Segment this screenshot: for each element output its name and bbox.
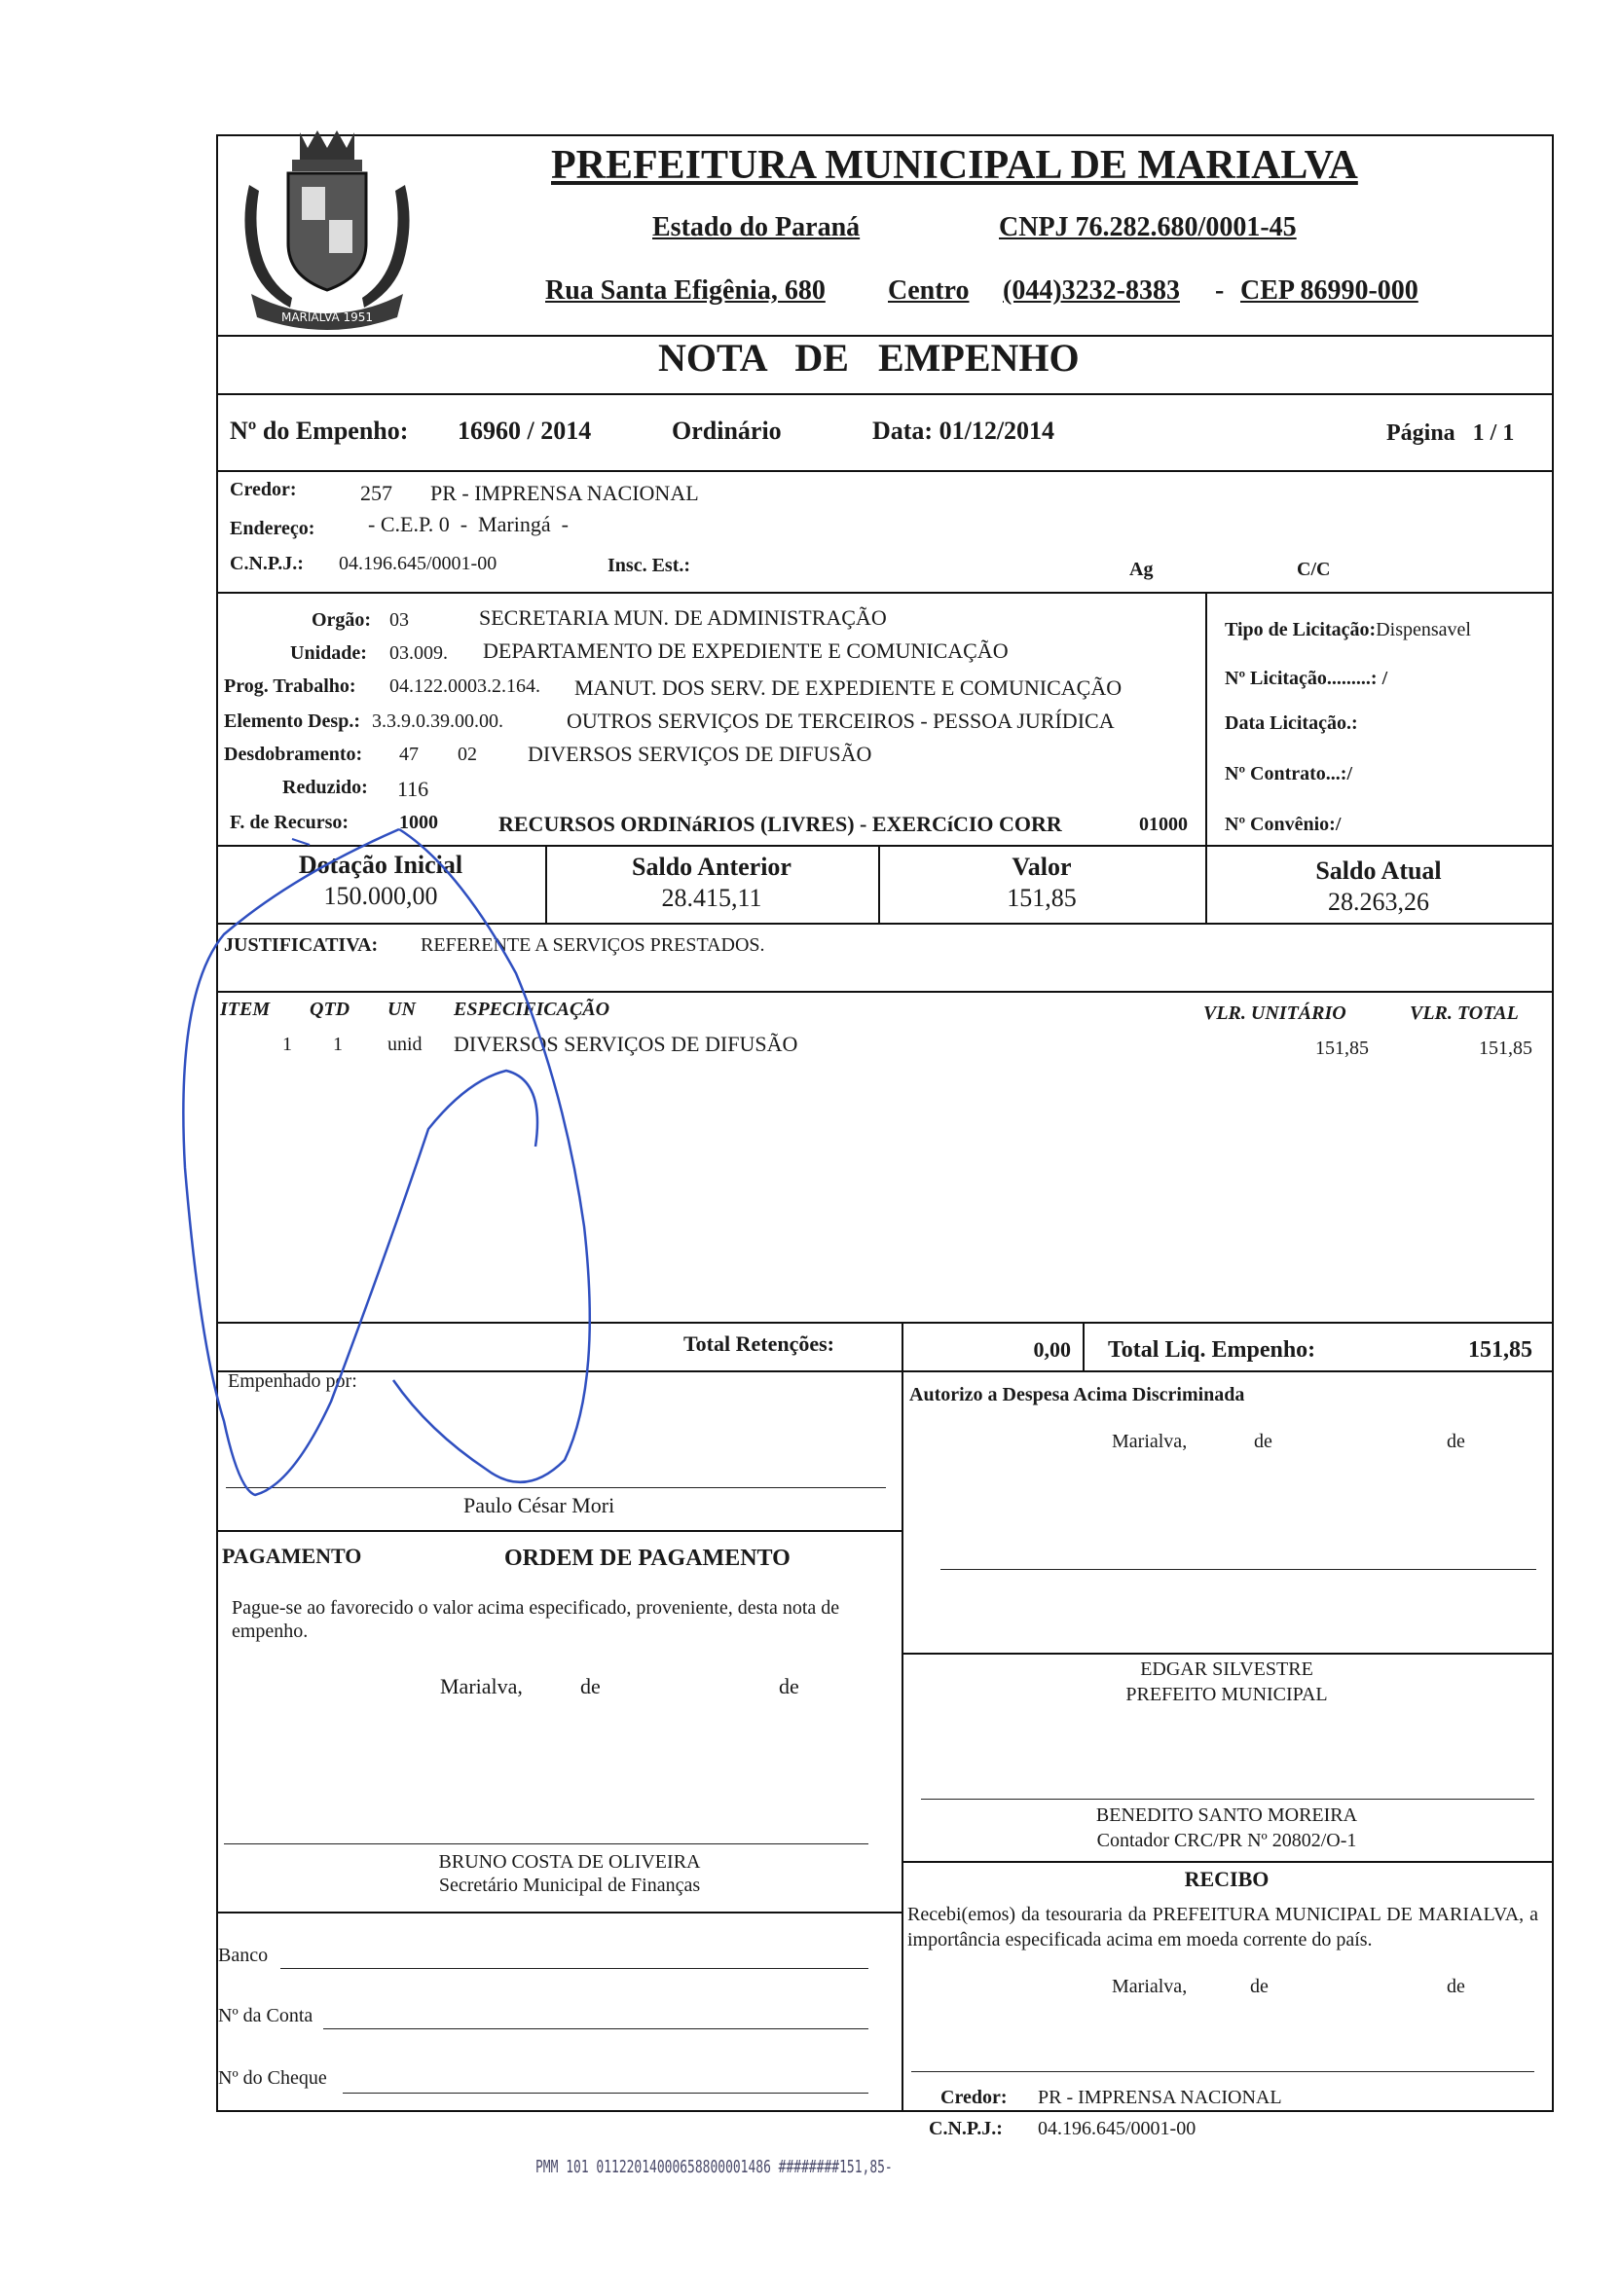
row-vlr-total: 151,85 — [1479, 1038, 1532, 1059]
credor-label: Credor: — [230, 479, 297, 500]
valor-label: Valor — [1012, 853, 1072, 881]
saldo-anterior-value: 28.415,11 — [661, 884, 762, 912]
prog-trabalho-desc: MANUT. DOS SERV. DE EXPEDIENTE E COMUNICAÇÃO — [574, 675, 1123, 700]
endereco-label: Endereço: — [230, 518, 315, 539]
items-header-vlr-unit: VLR. UNITÁRIO — [1203, 1002, 1346, 1024]
insc-est-label: Insc. Est.: — [608, 555, 691, 576]
empenho-number: 16960 / 2014 — [458, 417, 592, 445]
row-espec: DIVERSOS SERVIÇOS DE DIFUSÃO — [454, 1032, 798, 1056]
desdobramento-desc: DIVERSOS SERVIÇOS DE DIFUSÃO — [528, 742, 872, 766]
autorizo-de2: de — [1447, 1431, 1465, 1452]
prefeito-name: EDGAR SILVESTRE — [1140, 1658, 1313, 1680]
items-header-un: UN — [387, 999, 416, 1020]
desdobramento-label: Desdobramento: — [224, 744, 363, 765]
fonte-recurso-label: F. de Recurso: — [230, 812, 350, 833]
dotacao-label: Dotação Inicial — [298, 851, 463, 879]
convenio-number: Nº Convênio:/ — [1225, 814, 1342, 835]
saldo-anterior-label: Saldo Anterior — [632, 853, 792, 881]
empenho-label: Nº do Empenho: — [230, 417, 409, 445]
pagamento-text: Pague-se ao favorecido o valor acima especificado, proveniente, desta nota de empenho. — [232, 1597, 840, 1642]
document-title: NOTA DE EMPENHO — [658, 336, 1080, 380]
header-phone: (044)3232-8383 — [1003, 275, 1180, 306]
prefeito-role: PREFEITO MUNICIPAL — [1125, 1684, 1328, 1705]
tipo-licitacao-value: Dispensavel — [1376, 619, 1471, 640]
orgao-label: Orgão: — [312, 609, 372, 631]
desdobramento-code1: 47 — [399, 744, 419, 765]
row-item: 1 — [282, 1034, 292, 1055]
header-cnpj: CNPJ 76.282.680/0001-45 — [999, 212, 1297, 242]
pagamento-de1: de — [580, 1674, 601, 1698]
pagamento-place: Marialva, — [440, 1674, 523, 1698]
contador-name: BENEDITO SANTO MOREIRA — [1095, 1804, 1358, 1826]
conta-label: Nº da Conta — [218, 2005, 313, 2026]
crest-text: MARIALVA 1951 — [280, 310, 374, 324]
fonte-recurso-desc: RECURSOS ORDINáRIOS (LIVRES) - EXERCíCIO CORR — [498, 812, 1062, 836]
secretario-role: Secretário Municipal de Finanças — [438, 1875, 701, 1896]
row-qtd: 1 — [333, 1034, 343, 1055]
saldo-atual-value: 28.263,26 — [1328, 888, 1429, 916]
items-header-item: ITEM — [220, 999, 271, 1020]
empenhado-name: Paulo César Mori — [463, 1493, 615, 1517]
unidade-label: Unidade: — [290, 642, 367, 664]
reduzido-code: 116 — [397, 777, 429, 801]
liq-label: Total Liq. Empenho: — [1108, 1337, 1316, 1363]
endereco-value: - C.E.P. 0 - Maringá - — [368, 512, 569, 536]
justificativa-label: JUSTIFICATIVA: — [224, 934, 379, 956]
ag-label: Ag — [1129, 559, 1154, 580]
header-district: Centro — [888, 275, 970, 306]
prog-trabalho-label: Prog. Trabalho: — [224, 675, 356, 697]
contador-role: Contador CRC/PR Nº 20802/O-1 — [1096, 1830, 1357, 1851]
pagamento-label: PAGAMENTO — [222, 1544, 362, 1568]
elemento-code: 3.3.9.0.39.00.00. — [372, 711, 503, 732]
credor-code: 257 — [360, 481, 392, 505]
recibo-credor-value: PR - IMPRENSA NACIONAL — [1038, 2087, 1282, 2108]
recibo-credor-label: Credor: — [940, 2087, 1008, 2108]
cc-label: C/C — [1297, 559, 1331, 580]
header-cep: CEP 86990-000 — [1240, 275, 1418, 306]
row-un: unid — [387, 1034, 423, 1055]
autorizo-de1: de — [1254, 1431, 1272, 1452]
print-stamp: PMM 101 01122014000658800001486 ########151,85- — [535, 2157, 893, 2177]
elemento-label: Elemento Desp.: — [224, 711, 360, 732]
recibo-cnpj-label: C.N.P.J.: — [929, 2118, 1003, 2139]
cnpj-value: 04.196.645/0001-00 — [339, 553, 497, 574]
justificativa-text: REFERENTE A SERVIÇOS PRESTADOS. — [421, 934, 765, 956]
dotacao-value: 150.000,00 — [323, 882, 438, 910]
recibo-de2: de — [1447, 1976, 1465, 1997]
elemento-desc: OUTROS SERVIÇOS DE TERCEIROS - PESSOA JURÍDICA — [567, 709, 1115, 733]
header-state: Estado do Paraná — [652, 212, 861, 242]
licitacao-number: Nº Licitação.........: / — [1225, 668, 1388, 689]
reduzido-label: Reduzido: — [282, 777, 368, 798]
orgao-code: 03 — [389, 609, 409, 631]
header-dash: - — [1215, 275, 1225, 306]
recibo-label: RECIBO — [1184, 1867, 1270, 1891]
items-header-qtd: QTD — [310, 999, 350, 1020]
empenho-type: Ordinário — [672, 417, 782, 445]
fonte-recurso-code: 1000 — [399, 812, 438, 833]
cnpj-label: C.N.P.J.: — [230, 553, 304, 574]
desdobramento-code2: 02 — [458, 744, 477, 765]
unidade-desc: DEPARTAMENTO DE EXPEDIENTE E COMUNICAÇÃO — [483, 638, 1009, 663]
items-header-espec: ESPECIFICAÇÃO — [454, 999, 610, 1020]
pagamento-de2: de — [779, 1674, 799, 1698]
licitacao-date: Data Licitação.: — [1225, 712, 1358, 734]
recibo-place: Marialva, — [1112, 1976, 1188, 1997]
orgao-desc: SECRETARIA MUN. DE ADMINISTRAÇÃO — [479, 605, 887, 630]
autorizo-label: Autorizo a Despesa Acima Discriminada — [909, 1384, 1245, 1405]
saldo-atual-label: Saldo Atual — [1315, 856, 1442, 885]
fonte-recurso-extra: 01000 — [1139, 814, 1188, 835]
retencoes-label: Total Retenções: — [683, 1331, 834, 1356]
prog-trabalho-code: 04.122.0003.2.164. — [389, 675, 540, 697]
retencoes-value: 0,00 — [1033, 1337, 1071, 1362]
empenho-date: Data: 01/12/2014 — [872, 417, 1055, 445]
secretario-name: BRUNO COSTA DE OLIVEIRA — [438, 1851, 701, 1873]
unidade-code: 03.009. — [389, 642, 448, 664]
banco-label: Banco — [218, 1945, 269, 1966]
header-address: Rua Santa Efigênia, 680 — [545, 275, 826, 306]
liq-value: 151,85 — [1468, 1337, 1532, 1363]
valor-value: 151,85 — [1007, 884, 1077, 912]
cheque-label: Nº do Cheque — [218, 2067, 327, 2089]
recibo-de1: de — [1250, 1976, 1269, 1997]
items-header-vlr-total: VLR. TOTAL — [1410, 1002, 1519, 1024]
recibo-cnpj-value: 04.196.645/0001-00 — [1038, 2118, 1197, 2139]
recibo-text: Recebi(emos) da tesouraria da PREFEITURA MUNICIPAL DE MARIALVA, a importância especificada acima em moeda corrente do país. — [907, 1904, 1538, 1950]
page-number: Página 1 / 1 — [1386, 420, 1515, 446]
header-title: PREFEITURA MUNICIPAL DE MARIALVA — [551, 143, 1358, 188]
empenhado-label: Empenhado por: — [228, 1370, 357, 1392]
row-vlr-unit: 151,85 — [1315, 1038, 1369, 1059]
credor-name: PR - IMPRENSA NACIONAL — [430, 481, 699, 505]
autorizo-place: Marialva, — [1112, 1431, 1188, 1452]
ordem-pagamento-label: ORDEM DE PAGAMENTO — [504, 1546, 791, 1571]
tipo-licitacao-label: Tipo de Licitação: — [1225, 619, 1377, 640]
contrato-number: Nº Contrato...:/ — [1225, 763, 1353, 784]
